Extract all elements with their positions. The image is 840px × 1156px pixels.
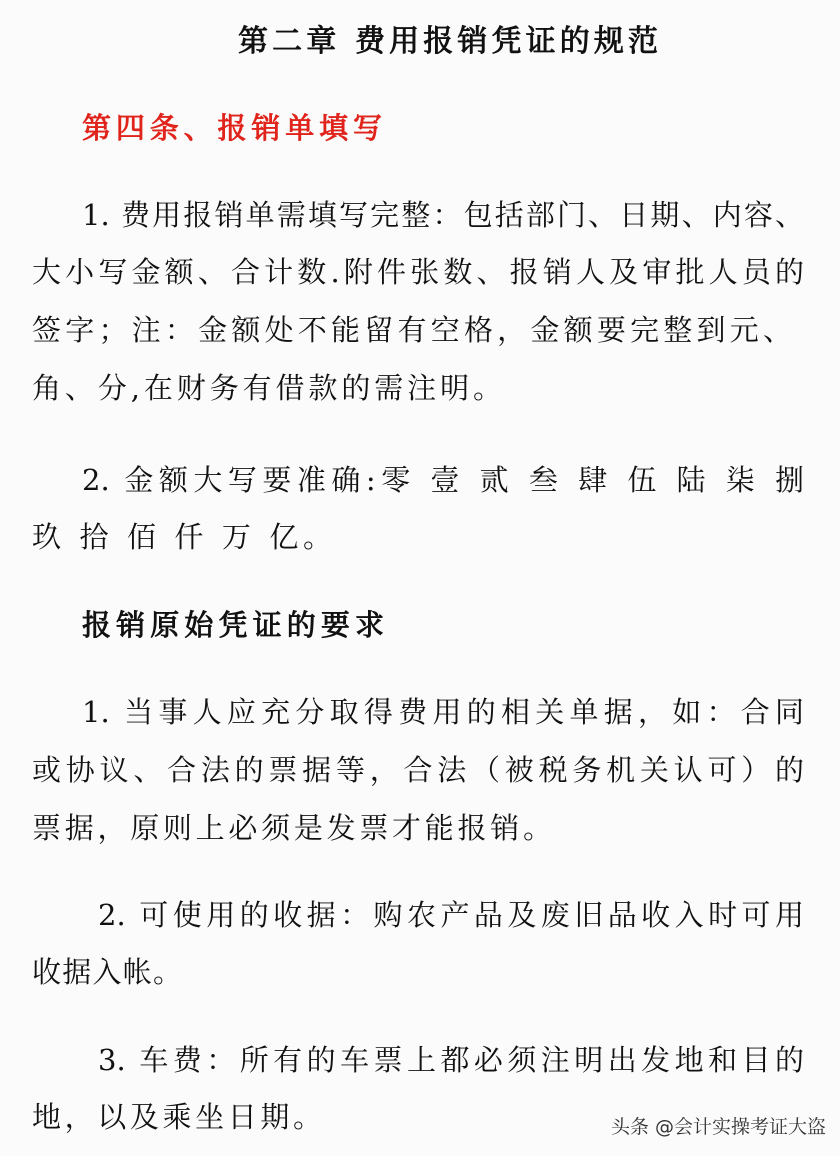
paragraph-line: 角、分,在财务有借款的需注明。 [32, 371, 502, 405]
paragraph-line: 3. 车费：所有的车票上都必须注明出发地和目的 [98, 1043, 804, 1077]
paragraph-line: 1. 当事人应充分取得费用的相关单据，如：合同 [82, 695, 804, 729]
paragraph-line: 2. 可使用的收据：购农产品及废旧品收入时可用 [98, 898, 804, 932]
paragraph-line: 签字；注：金额处不能留有空格，金额要完整到元、 [32, 313, 792, 347]
chapter-title: 第二章 费用报销凭证的规范 [238, 24, 658, 59]
paragraph-line: 或协议、合法的票据等，合法（被税务机关认可）的 [32, 753, 804, 787]
subheading: 报销原始凭证的要求 [82, 608, 384, 642]
paragraph-line: 1. 费用报销单需填写完整：包括部门、日期、内容、 [82, 198, 804, 232]
paragraph-line: 收据入帐。 [32, 955, 182, 989]
paragraph-line: 大小写金额、合计数.附件张数、报销人及审批人员的 [32, 255, 804, 289]
paragraph-line: 2. 金额大写要准确:零 壹 贰 叁 肆 伍 陆 柒 捌 [82, 463, 804, 497]
paragraph-line: 地，以及乘坐日期。 [32, 1100, 322, 1134]
paragraph-line: 玖 拾 佰 仟 万 亿。 [32, 520, 332, 554]
paragraph-line: 票据，原则上必须是发票才能报销。 [32, 811, 552, 845]
watermark: 头条 @会计实操考证大盗 [610, 1116, 826, 1138]
section-heading: 第四条、报销单填写 [82, 111, 382, 145]
